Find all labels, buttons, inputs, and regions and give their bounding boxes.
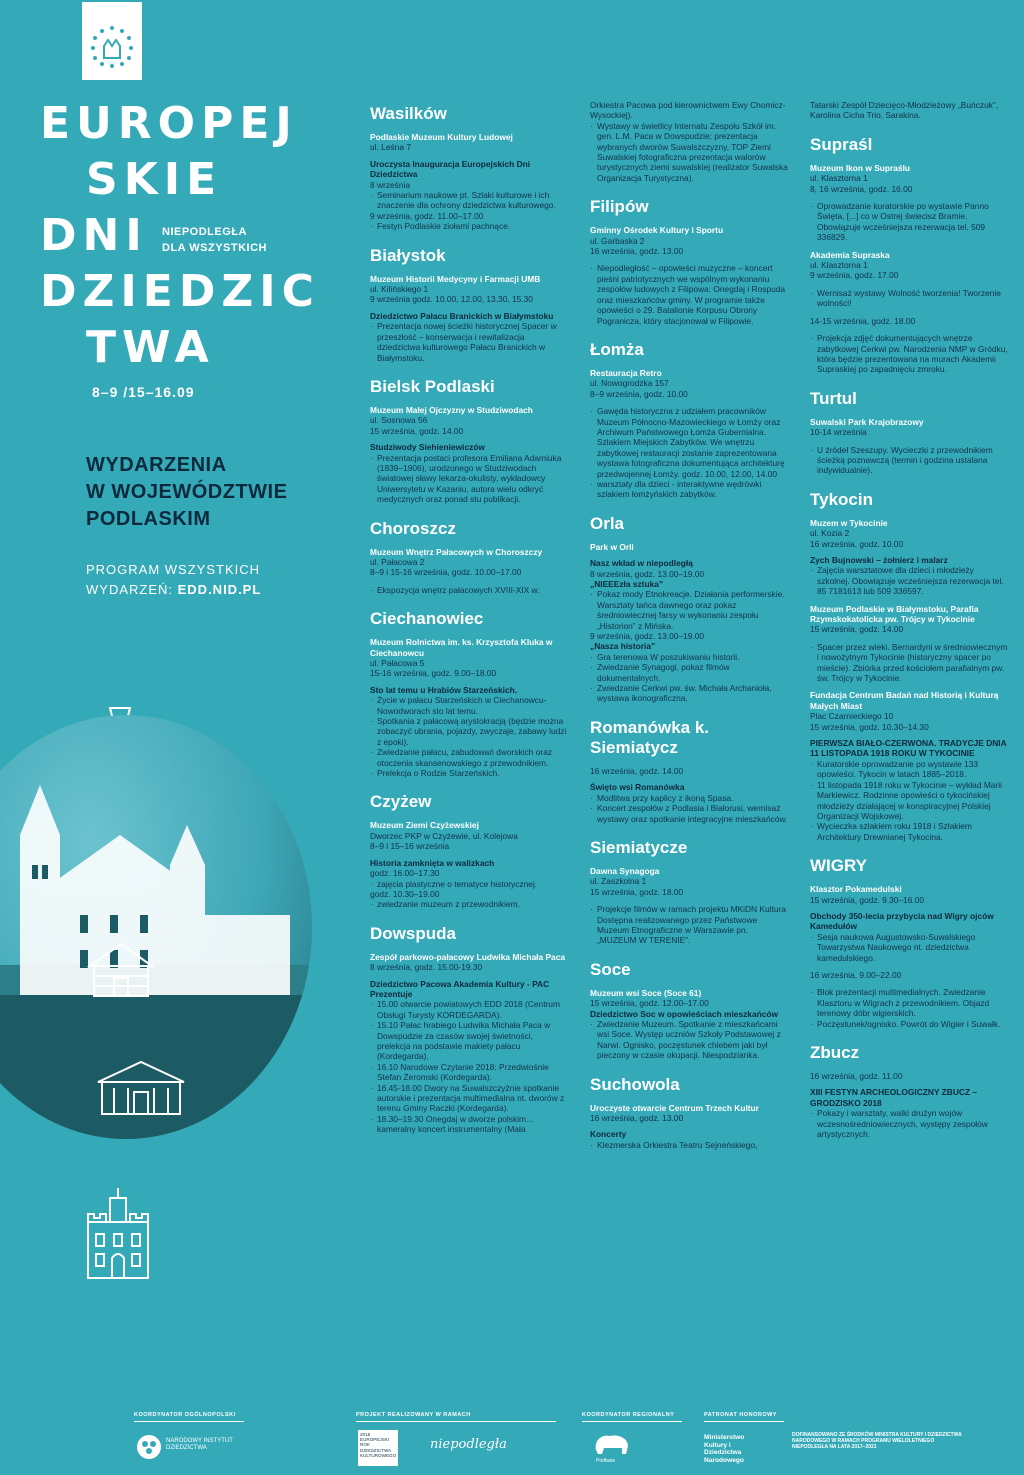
event-item: · 11 listopada 1918 roku w Tykocinie – wykład Marii Markiewicz. Rodzinne opowieści o tykocińskiej młodzieży działającej w konspiracyjnej Polskiej Organizacji Wojskowej. (810, 780, 1008, 822)
event-date: 8–9 września, godz. 10.00 (590, 388, 688, 399)
events-heading (86, 452, 356, 533)
event-date: 10-14 września (810, 427, 867, 438)
event-title: Koncerty (590, 1129, 627, 1140)
venue-address: ul. Kilińskiego 1 (370, 284, 429, 295)
venue-address: ul. Pałacowa 5 (370, 658, 425, 668)
venue-name: Muzeum Ziemi Czyżewskiej (370, 820, 479, 831)
venue-name: Zespół parkowo-pałacowy Ludwika Michała Paca (370, 951, 566, 962)
venue-address: ul. Garbaska 2 (590, 235, 645, 246)
ministry-logo: Ministerstwo Kultury i Dziedzictwa Narodowego (704, 1434, 745, 1464)
event-date: 16 września, godz. 13.00 (590, 246, 684, 257)
event-item: · Projekcja zdjęć dokumentujących wnętrze zabytkowej Cerkwi pw. Narodzenia NMP w Gródku, która będzie prezentowana na murach Akademii Supraskiej po zapadnięciu zmroku. (810, 333, 1008, 375)
venue-address: ul. Kozia 2 (810, 528, 850, 539)
event-date: godz. 16.00–17.30 (370, 868, 440, 879)
event-item: · Modlitwa przy kaplicy z ikoną Spasa. (590, 793, 788, 803)
niepodlegla-logo: niepodległa (430, 1437, 507, 1452)
event-date: 16 września, godz. 13.00 (590, 1113, 684, 1123)
venue-name: Muzem w Tykocinie (810, 517, 888, 528)
venue-name: Muzeum wsi Soce (Soce 61) (590, 987, 702, 998)
venue-name: Gminny Ośrodek Kultury i Sportu (590, 225, 724, 236)
events-heading-line: WYDARZENIA (86, 454, 227, 476)
event-item: · Festyn Podlaskie ziołami pachnące. (370, 221, 568, 231)
event-item: · Seminarium naukowe pt. Szlaki kulturowe i ich znaczenie dla ochrony dziedzictwa kulturowego. (370, 190, 568, 211)
venue-name: Muzeum Małej Ojczyzny w Studziwodach (370, 404, 533, 415)
event-title: Nasz wkład w niepodległą (590, 558, 693, 569)
program-line-2: WYDARZEŃ: (86, 582, 178, 597)
event-item: · Zwiedzanie Cerkwi pw. św. Michała Archanioła, wystawa ikonograficzna. (590, 683, 788, 704)
town-heading: Suchowola (590, 1074, 680, 1094)
event-item: · Gawęda historyczna z udziałem pracowników Muzeum Północno-Mazowieckiego w Łomży oraz Archiwum Państwowego Łomża Gubernialna. Szlakiem Miejskich Zabytków. We wnętrzu zabytkowej restauracji zostanie zaprezentowana wystawa fotograficzna dokumentująca architekturę przedwojennej Łomży. godz. 10.00, 12.00, 14.00 (590, 406, 788, 479)
title-line-1: EUROPEJ (40, 98, 298, 149)
footer-label: PROJEKT REALIZOWANY W RAMACH (356, 1412, 556, 1422)
event-item: · zwiedzanie muzeum z przewodnikiem. (370, 899, 568, 909)
event-date: 8 września, godz. 13.00–19.00 (590, 568, 705, 579)
venue-name: Muzeum Podlaskie w Białymstoku, Parafia Rzymskokatolicka pw. Trójcy w Tykocinie (810, 603, 979, 624)
town-heading: Romanówka k. Siemiatycz (590, 717, 710, 757)
event-item: · Sesja naukowa Augustowsko-Suwalskiego Towarzystwa Naukowego nt. dziedzictwa kamedulskiego. (810, 932, 1008, 963)
town-heading: Tykocin (810, 489, 873, 509)
event-item: · Życie w pałacu Starzeńskich w Ciechanowcu-Nowodworach sto lat temu. (370, 695, 568, 716)
event-item: · Projekcje filmów w ramach projektu MKiDN Kultura Dostępna realizowanego przez Państwowe Muzeum Etnograficzne w Warszawie pn. „MUZEUM W TERENIE”. (590, 904, 788, 946)
podlasie-logo: Podlasie (596, 1458, 616, 1464)
event-title: PIERWSZA BIAŁO-CZERWONA. TRADYCJE DNIA 11 LISTOPADA 1918 ROKU W TYKOCINIE (810, 738, 1007, 759)
event-title: „NIEEEzła sztuka” (590, 579, 664, 589)
town-heading: Choroszcz (370, 518, 456, 538)
venue-name: Suwalski Park Krajobrazowy (810, 416, 924, 427)
event-date: 9 września, godz. 17.00 (810, 270, 899, 281)
event-title: Dziedzictwo Pacowa Akademia Kultury - PAC Prezentuje (370, 978, 550, 999)
event-date: godz. 10.30–19.00 (370, 888, 440, 899)
event-item: · Wernisaż wystawy Wolność tworzenia! Tworzenie wolności! (810, 288, 1008, 309)
town-heading: Białystok (370, 245, 446, 265)
venue-name: Muzeum Rolnictwa im. ks. Krzysztofa Kluka w Ciechanowcu (370, 637, 553, 658)
town-heading: Orla (590, 513, 625, 533)
town-heading: Wasilków (370, 104, 447, 123)
subtitle-line: NIEPODLEGŁA (162, 226, 247, 238)
program-link[interactable]: EDD.NID.PL (177, 582, 262, 597)
venue-name: Muzeum Historii Medycyny i Farmacji UMB (370, 273, 541, 284)
event-item: · 15.00 otwarcie powiatowych EDD 2018 (Centrum Obsługi Turysty KORDEGARDA). (370, 999, 568, 1020)
event-date: 8 września, godz. 15.00-19.30 (370, 962, 483, 973)
edd-logo: 2018 EUROPEJSKI ROK DZIEDZICTWA KULTUROWEGO (358, 1430, 398, 1466)
venue-name: Fundacja Centrum Badań nad Historią i Kulturą Małych Miast (810, 690, 999, 711)
footer-label: KOORDYNATOR REGIONALNY (582, 1412, 682, 1422)
venue-name: Muzeum Wnętrz Pałacowych w Choroszczy (370, 546, 543, 557)
event-date: 15 września, godz. 9.30–16.00 (810, 894, 925, 905)
event-item: · Wystawy w świetlicy Internatu Zespołu Szkół im. gen. L.M. Paca w Dowspudzie; prezentacja wybranych dworów Suwalszczyzny, TOP Ziemi Suwalskiej fotograficzna prezentacja walorów turystycznych ziemi suwalskiej (realizator Suwalska Organizacja Turystyczna). (590, 121, 788, 183)
town-heading: WIGRY (810, 856, 867, 876)
event-item: · Gra terenowa W poszukiwaniu historii. (590, 652, 788, 662)
event-title: Studziwody Siehieniewiczów (370, 442, 485, 453)
event-item: · Prezentacja postaci profesora Emiliana Adamiuka (1839–1906), urodzonego w Studziwodach światowej sławy lekarza-okulisty, wykładowcy Uniwersytetu w Kazaniu, autora wielu odkryć medycznych oraz ponad stu publikacji. (370, 453, 568, 505)
event-item: · Pokazy i warsztaty, walki drużyn wojów wczesnośredniowiecznych, występy zespołów artystycznych. (810, 1108, 1008, 1139)
program-line-1: PROGRAM WSZYSTKICH (86, 562, 261, 577)
event-date: 9 września godz. 10.00, 12.00, 13.30, 15.30 (370, 294, 533, 305)
event-title: Obchody 350-lecia przybycia nad Wigry ojców Kamedułów (810, 910, 994, 932)
venue-address: Dworzec PKP w Czyżewie, ul. Kolejowa (370, 830, 518, 841)
event-item: · Oprowadzanie kuratorskie po wystawie Panno Święta, [...] co w Ostrej świecisz Bramie. Obowiązuje wcześniejsza rezerwacja tel. 509 336829. (810, 201, 1008, 243)
event-title: Historia zamknięta w walizkach (370, 857, 495, 868)
event-item: · Zajęcia warsztatowe dla dzieci i młodzieży szkolnej. Obowiązuje wcześniejsza rezerwacja tel. 85 7181613 lub 509 336597. (810, 565, 1008, 596)
event-date: 8 września (370, 179, 411, 190)
continued-text: Tatarski Zespół Dziecięco-Młodzieżowy „Buńczuk”, Karolina Cicha Trio, Sarakina. (810, 100, 999, 121)
title-line-3: DNI (40, 210, 148, 261)
event-item: · Zwiedzanie Synagogi, pokaz filmów dokumentalnych. (590, 662, 788, 683)
town-heading: Soce (590, 959, 631, 979)
event-item: · Prelekcja o Rodzie Starzeńskich. (370, 768, 568, 778)
title-line-2: SKIE (86, 154, 223, 205)
event-item: · Spotkania z pałacową arystokracją (będzie można zobaczyć ubrania, pojazdy, zwyczaje, zabawy ludzi z epoki). (370, 716, 568, 747)
events-heading-line: W WOJEWÓDZTWIE (86, 481, 288, 503)
venue-name: Akademia Supraska (810, 249, 890, 260)
event-item: · Ekspozycja wnętrz pałacowych XVIII-XIX w. (370, 585, 568, 595)
event-item: · Klezmerska Orkiestra Teatru Sejneńskiego, (590, 1140, 788, 1150)
event-date: 16 września, godz. 10.00 (810, 538, 904, 549)
footer-label: KOORDYNATOR OGÓLNOPOLSKI (134, 1412, 244, 1422)
column-3 (810, 100, 1008, 1139)
venue-name: Klasztor Pokamedulski (810, 884, 902, 895)
venue-address: ul. Nowogrodzka 157 (590, 378, 669, 389)
event-item: · Wycieczka szlakiem roku 1918 i Szlakiem Architektury Drewnianej Tykocina. (810, 821, 1008, 842)
footer (0, 1400, 1024, 1475)
venue-address: ul. Klasztorna 1 (810, 173, 868, 184)
town-heading: Ciechanowiec (370, 609, 484, 629)
event-date: 15 września, godz. 18.00 (590, 886, 684, 897)
event-dates: 8–9 /15–16.09 (92, 384, 195, 400)
column-2 (590, 100, 788, 1150)
event-date: 15 września, godz. 14.00 (810, 624, 904, 635)
program-info (86, 560, 261, 600)
event-date: 8, 16 września, godz. 16.00 (810, 183, 913, 194)
event-item: · Kuratorskie oprowadzanie po wystawie 133 opowieści. Tykocin w latach 1885–2018. (810, 759, 1008, 780)
event-date: 16 września, godz. 11.00 (810, 1071, 903, 1081)
event-date: 15 września, godz. 12.00–17.00 (590, 998, 709, 1009)
venue-name: Restauracja Retro (590, 367, 662, 378)
event-date: 16 września, 9.00–22.00 (810, 969, 902, 980)
event-title: Dziedzictwo Pałacu Branickich w Białymstoku (370, 310, 554, 321)
event-item: · warsztaty dla dzieci - interaktywne wędrówki szlakiem łomżyńskich zabytków. (590, 479, 788, 500)
subtitle-line: DLA WSZYSTKICH (162, 242, 267, 254)
town-heading: Supraśl (810, 134, 873, 154)
event-title: XIII FESTYN ARCHEOLOGICZNY ZBUCZ – GRODZISKO 2018 (810, 1087, 978, 1108)
event-item: · Blok prezentacji multimedialnych. Zwiedzanie Klasztoru w Wigrach z przewodnikiem. Objazd terenowy dóbr wigierskich. (810, 987, 1008, 1018)
venue-address: Plac Czarnieckiego 10 (810, 711, 894, 722)
event-date: 15-16 września, godz. 9.00–18.00 (370, 668, 497, 679)
events-heading-line: PODLASKIM (86, 508, 211, 530)
event-title: Święto wsi Romanówka (590, 782, 685, 793)
continued-text: Orkiestra Pacowa pod kierownictwem Ewy Chomicz-Wysockiej). (590, 100, 786, 121)
event-title: „Nasza historia” (590, 641, 656, 652)
event-item: · zajęcia plastyczne o tematyce historycznej. (370, 879, 568, 889)
town-heading: Bielsk Podlaski (370, 376, 495, 396)
venue-name: Park w Orli (590, 541, 634, 552)
subtitle (162, 224, 267, 256)
event-item: · Niepodległość – opowieści muzyczne – koncert pieśni patriotycznych we wspólnym wykonaniu zespołów ludowych z Filipowa: Onegdaj i Rospuda oraz mieszkańców gminy. W programie także opowieści o 29. Batalionie Korpusu Obrony Pogranicza, który stacjonował w Filipowie. (590, 263, 788, 325)
venue-address: ul. Sosnowa 56 (370, 415, 428, 426)
town-heading: Filipów (590, 197, 649, 217)
venue-name: Podlaskie Muzeum Kultury Ludowej (370, 132, 513, 142)
event-item: · 16.10 Narodowe Czytanie 2018: Przedwiośnie Stefan Żeromski (Kordegarda). (370, 1062, 568, 1083)
venue-address: ul. Leśna 7 (370, 142, 411, 153)
event-item: · Prezentacja nowej ścieżki historycznej Spacer w przeszłość – konserwacja i rewitalizacja dziedzictwa kulturowego Pałacu Branickich w Białymstoku. (370, 321, 568, 363)
footer-label: PATRONAT HONOROWY (704, 1412, 784, 1422)
town-heading: Turtul (810, 388, 857, 408)
bison-icon (592, 1432, 632, 1456)
event-item: · U źródeł Szeszupy. Wycieczki z przewodnikiem ścieżką poznawczą (termin i godzina ustalana indywidualnie). (810, 445, 1008, 476)
title-line-4: DZIEDZIC (40, 266, 320, 317)
event-item: · Spacer przez wieki. Bernardyni w średniowiecznym i nowożytnym Tykocinie (historyczny spacer po mieście). Zbiórka przed kościołem parafialnym pw. św. Trójcy w Tykocinie. (810, 642, 1008, 684)
event-item: · Zwiedzanie pałacu, zabudowań dworskich oraz otoczenia skansenowskiego z przewodnikiem. (370, 747, 568, 768)
event-date: 16 września, godz. 14.00 (590, 765, 684, 776)
venue-address: ul. Pałacowa 2 (370, 556, 425, 567)
eu-stars-logo-icon (80, 0, 144, 82)
event-date: 9 września, godz. 13.00–19.00 (590, 631, 705, 642)
column-1 (370, 100, 568, 1135)
venue-name: Uroczyste otwarcie Centrum Trzech Kultur (590, 1102, 759, 1113)
town-hall-icon (80, 1186, 156, 1282)
event-date: 8–9 i 15-16 września, godz. 10.00–17.00 (370, 567, 522, 578)
event-item: · Koncert zespołów z Podlasia i Białorusi, wernisaż wystawy oraz spotkanie integracyjne mieszkańców. (590, 803, 788, 824)
event-title: Uroczysta Inauguracja Europejskich Dni Dziedzictwa (370, 158, 531, 180)
town-heading: Zbucz (810, 1043, 860, 1062)
event-date: 9 września, godz. 11.00–17.00 (370, 210, 484, 221)
event-date: 15 września, godz. 10.30–14.30 (810, 721, 929, 732)
funding-note: DOFINANSOWANO ZE ŚRODKÓW MINISTRA KULTURY I DZIEDZICTWA NARODOWEGO W RAMACH PROGRAMU WIELOLETNIEGO NIEPODLEGŁA NA LATA 2017–2021 (792, 1432, 962, 1450)
event-item: · Zwiedzanie Muzeum. Spotkanie z mieszkańcami wsi Soce. Występ uczniów Szkoły Podstawowej z Narwi. Ognisko, poczęstunek chlebem jaki był pieczony w czasie okupacji. Niespodzianka. (590, 1019, 788, 1061)
event-title: Dziedzictwo Soc w opowieściach mieszkańców (590, 1008, 779, 1019)
event-item: · 18.30–19.30 Onegdaj w dworze polskim... kameralny koncert instrumentalny (Mała (370, 1114, 568, 1135)
nid-name: NARODOWY INSTYTUT DZIEDZICTWA (166, 1438, 233, 1451)
event-item: · Pokaz mody Etnokreacje. Działania performerskie. Warsztaty tańca dawnego oraz pokaz średniowiecznej farsy w wykonaniu zespołu „Historion” z Mińska. (590, 589, 788, 631)
event-title: Zych Bujnowski – żołnierz i malarz (810, 554, 948, 565)
venue-address: ul. Klasztorna 1 (810, 260, 868, 271)
town-heading: Czyżew (370, 792, 432, 812)
venue-name: Dawna Synagoga (590, 865, 660, 876)
event-date: 14-15 września, godz. 18.00 (810, 315, 916, 326)
manor-icon (84, 940, 158, 1000)
event-date: 15 września, godz. 14.00 (370, 425, 464, 436)
event-item: · 15.10 Pałac hrabiego Ludwika Michała Paca w Dowspudzie za czasów swojej świetności, prelekcja na podstawie makiety pałacu (Kordegarda). (370, 1020, 568, 1062)
event-item: · 16.45-18.00 Dwory na Suwalszczyźnie spotkanie autorskie i prezentacja multimedialna nt. dworów z terenu Gminy Raczki (Kordegarda). (370, 1083, 568, 1114)
event-title: Sto lat temu u Hrabiów Starzeńskich. (370, 684, 518, 695)
town-heading: Dowspuda (370, 923, 456, 943)
event-item: · Poczęstunek/ognisko. Powrót do Wigier i Suwałk. (810, 1019, 1008, 1029)
nid-logo-icon (136, 1434, 162, 1460)
event-date: 8–9 i 15–16 września (370, 841, 450, 852)
town-heading: Łomża (590, 339, 644, 359)
title-line-5: TWA (86, 322, 215, 373)
manor-house-icon (94, 1058, 188, 1118)
venue-address: ul. Zaszkolna 1 (590, 876, 647, 887)
venue-name: Muzeum Ikon w Supraślu (810, 162, 911, 173)
town-heading: Siemiatycze (590, 837, 688, 857)
